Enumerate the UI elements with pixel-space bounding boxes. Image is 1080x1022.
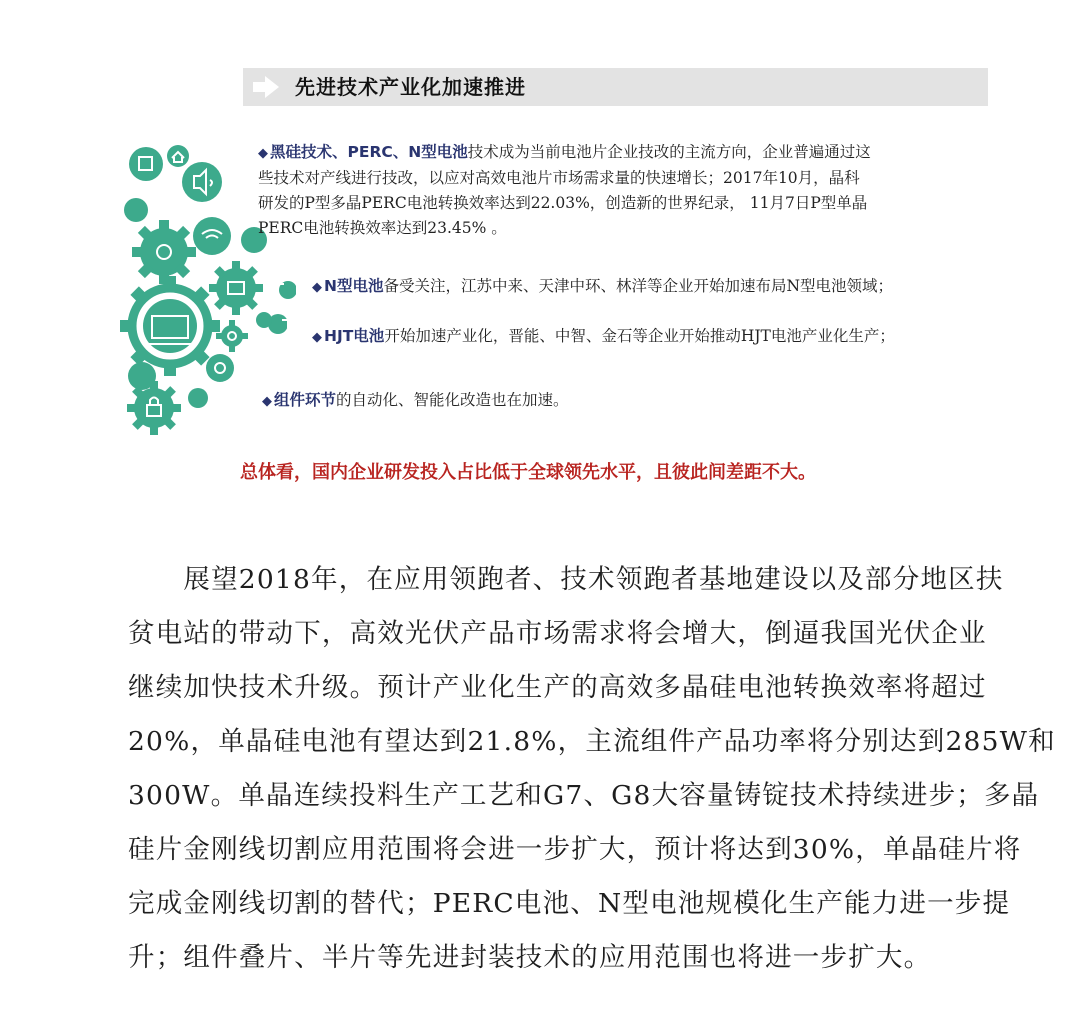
- paragraph-line: 贫电站的带动下，高效光伏产品市场需求将会增大，倒逼我国光伏企业: [128, 618, 987, 649]
- diamond-bullet-icon: ◆: [262, 394, 272, 409]
- slide-summary: 总体看，国内企业研发投入占比低于全球领先水平，且彼此间差距不大。: [240, 462, 816, 483]
- paragraph-line: 升；组件叠片、半片等先进封装技术的应用范围也将进一步扩大。: [128, 942, 932, 973]
- arrow-right-icon: [251, 74, 281, 100]
- bullet-module-stage: ◆ 组件环节的自动化、智能化改造也在加速。: [262, 391, 569, 409]
- bullet-black-silicon: ◆ 黑硅技术、PERC、N型电池技术成为当前电池片企业技改的主流方向，企业普遍通过这 些技术对产线进行技改，以应对高效电池片市场需求量的快速增长；2017年10月，晶科 研发的P型多晶PERC电池转换效率达到22.03%，创造新的世界纪录， 11月7日P型单晶 PERC电池转换效率达到23.45% 。: [258, 143, 871, 237]
- slide-header-bar: [243, 68, 988, 106]
- paragraph-line: 300W。单晶连续投料生产工艺和G7、G8大容量铸锭技术持续进步；多晶: [128, 780, 1040, 811]
- diamond-bullet-icon: ◆: [312, 330, 322, 345]
- article-paragraph: [128, 553, 1056, 985]
- slide-title: 先进技术产业化加速推进: [295, 75, 526, 99]
- bullet-n-type-cell: ◆ N型电池备受关注，江苏中来、天津中环、林洋等企业开始加速布局N型电池领域；: [312, 277, 894, 295]
- diamond-bullet-icon: ◆: [312, 280, 322, 295]
- paragraph-line: 硅片金刚线切割应用范围将会进一步扩大，预计将达到30%，单晶硅片将: [128, 834, 1022, 865]
- paragraph-line: 20%，单晶硅电池有望达到21.8%，主流组件产品功率将分别达到285W和: [128, 726, 1056, 757]
- paragraph-line: 展望2018年，在应用领跑者、技术领跑者基地建设以及部分地区扶: [128, 564, 1004, 595]
- paragraph-line: 完成金刚线切割的替代；PERC电池、N型电池规模化生产能力进一步提: [128, 888, 1011, 919]
- diamond-bullet-icon: ◆: [258, 146, 268, 161]
- slide-image: [0, 0, 1080, 500]
- paragraph-line: 继续加快技术升级。预计产业化生产的高效多晶硅电池转换效率将超过: [128, 672, 987, 703]
- bullet-hjt-cell: ◆ HJT电池开始加速产业化，晋能、中智、金石等企业开始推动HJT电池产业化生产；: [312, 327, 895, 345]
